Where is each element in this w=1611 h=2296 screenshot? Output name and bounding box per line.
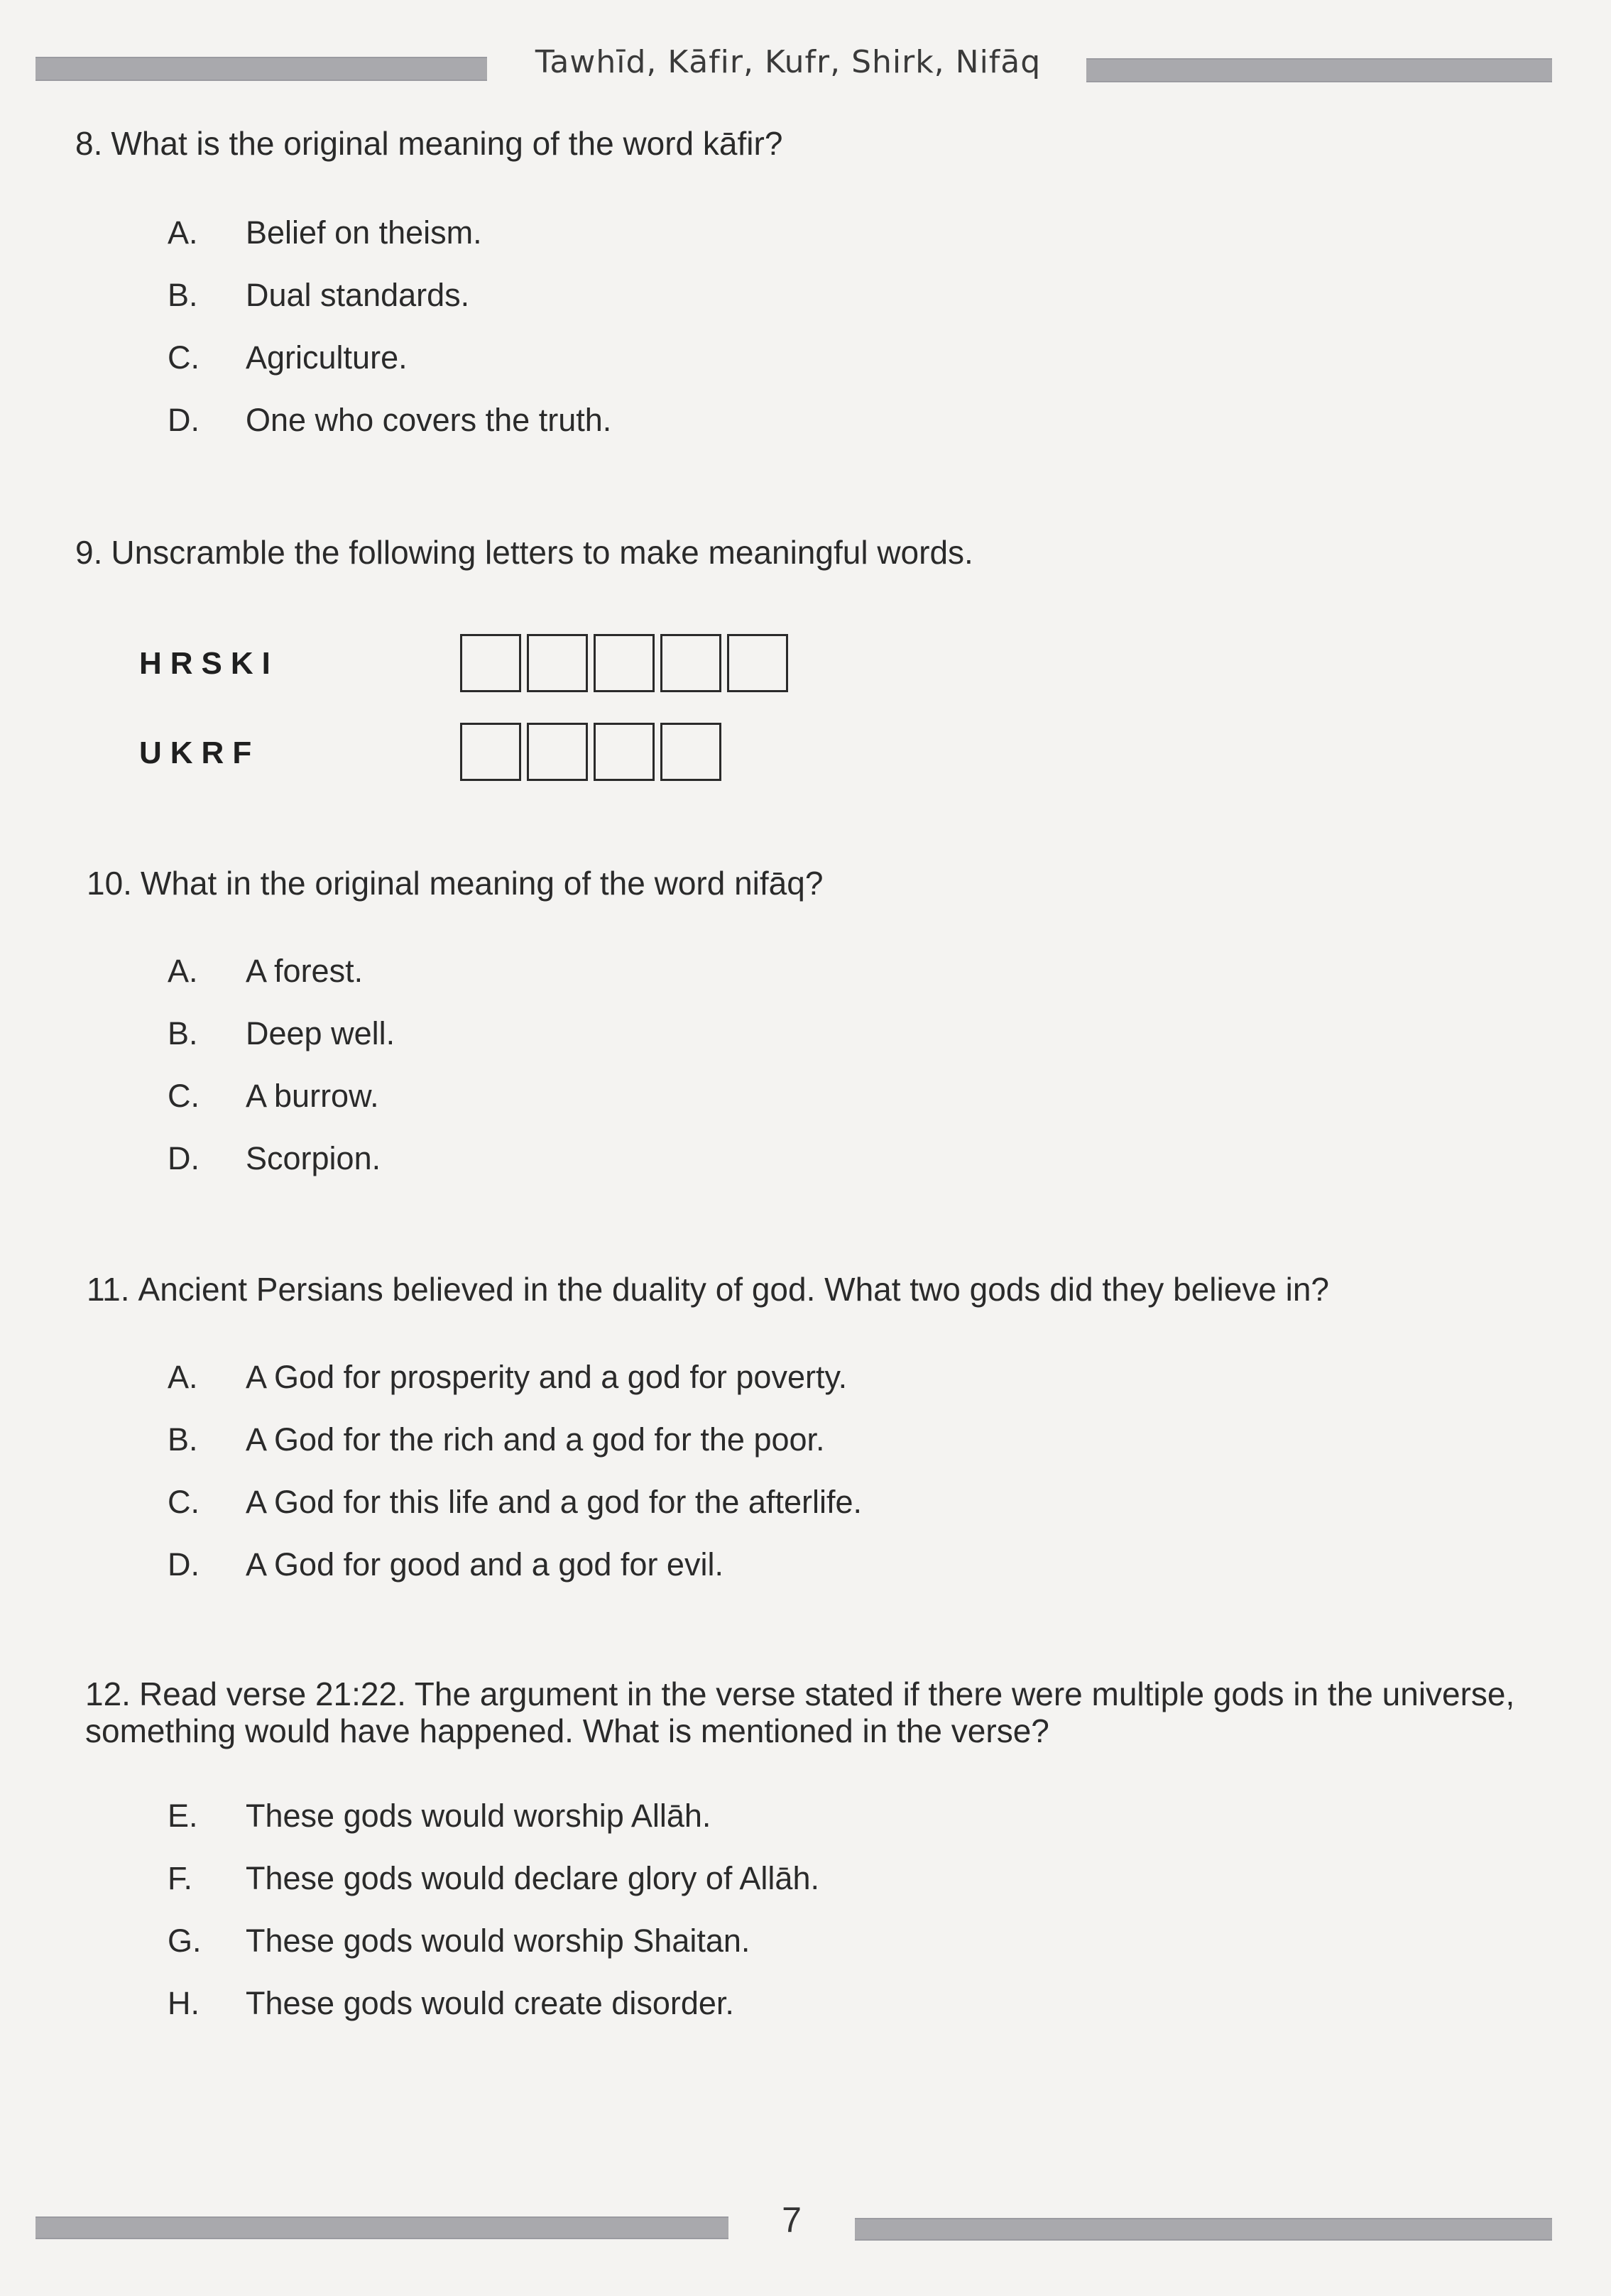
answer-boxes[interactable]: [460, 723, 727, 781]
option-text: One who covers the truth.: [246, 402, 612, 438]
option-text: Belief on theism.: [246, 214, 482, 251]
question-9: [75, 534, 973, 571]
option-text: Deep well.: [246, 1015, 395, 1051]
letter-box[interactable]: [594, 634, 655, 692]
letter-box[interactable]: [460, 723, 521, 781]
option: [168, 1860, 819, 1897]
option: [168, 1421, 825, 1458]
page-number: 7: [782, 2200, 802, 2240]
option: [168, 1140, 381, 1177]
header-bar-left: [36, 57, 487, 81]
option-letter: D.: [168, 402, 200, 438]
question-number: 9.: [75, 534, 103, 571]
question-text: Unscramble the following letters to make meaningful words.: [111, 534, 973, 571]
option: [168, 1484, 862, 1521]
option-text: These gods would create disorder.: [246, 1985, 734, 2021]
letter-box[interactable]: [527, 723, 588, 781]
option-text: A God for prosperity and a god for poverty.: [246, 1359, 848, 1395]
question-number: 10.: [87, 865, 132, 902]
scrambled-word: UKRF: [139, 736, 261, 770]
option: [168, 277, 469, 314]
option: [168, 1359, 847, 1396]
option-letter: F.: [168, 1860, 193, 1896]
option: [168, 953, 363, 990]
option-letter: D.: [168, 1140, 200, 1176]
question-number: 11.: [87, 1271, 130, 1308]
question-text: What in the original meaning of the word nifāq?: [140, 865, 824, 902]
option-letter: B.: [168, 1421, 198, 1458]
option-text: These gods would declare glory of Allāh.: [246, 1860, 819, 1896]
option: [168, 1923, 750, 1959]
option: [168, 1546, 723, 1583]
answer-boxes[interactable]: [460, 634, 794, 692]
option-text: Scorpion.: [246, 1140, 381, 1176]
option: [168, 339, 408, 376]
option-text: A God for good and a god for evil.: [246, 1546, 723, 1582]
option: [168, 402, 611, 439]
option-text: A forest.: [246, 953, 364, 989]
option: [168, 1985, 734, 2022]
option-letter: A.: [168, 1359, 198, 1395]
option-letter: C.: [168, 1078, 200, 1114]
option-letter: C.: [168, 1484, 200, 1520]
option-text: These gods would worship Shaitan.: [246, 1923, 750, 1959]
option: [168, 214, 482, 251]
option-letter: A.: [168, 953, 198, 989]
option-letter: A.: [168, 214, 198, 251]
option: [168, 1798, 711, 1835]
letter-box[interactable]: [660, 723, 721, 781]
letter-box[interactable]: [460, 634, 521, 692]
question-8: [75, 125, 782, 162]
footer-bar-right: [855, 2218, 1552, 2241]
question-text: What is the original meaning of the word kāfir?: [111, 125, 783, 162]
header-bar-right: [1086, 58, 1552, 82]
option-letter: C.: [168, 339, 200, 376]
footer-bar-left: [36, 2216, 728, 2239]
option-text: These gods would worship Allāh.: [246, 1798, 711, 1834]
option-letter: B.: [168, 1015, 198, 1051]
option-letter: D.: [168, 1546, 200, 1582]
question-line-1: [85, 1675, 1562, 1712]
question-text: Ancient Persians believed in the duality of god. What two gods did they believe in?: [138, 1271, 1330, 1308]
question-10: [87, 865, 823, 902]
question-number: 8.: [75, 125, 103, 162]
question-12: [85, 1675, 1562, 1749]
scrambled-word: HRSKI: [139, 646, 279, 681]
letter-box[interactable]: [527, 634, 588, 692]
page-header-title: Tawhīd, Kāfir, Kufr, Shirk, Nifāq: [535, 44, 1042, 80]
option-text: A God for this life and a god for the afterlife.: [246, 1484, 863, 1520]
option-letter: E.: [168, 1798, 198, 1834]
question-number: 12.: [85, 1675, 131, 1712]
option: [168, 1078, 379, 1115]
option-text: A God for the rich and a god for the poor.: [246, 1421, 825, 1458]
option-letter: G.: [168, 1923, 202, 1959]
letter-box[interactable]: [727, 634, 788, 692]
letter-box[interactable]: [594, 723, 655, 781]
question-text: Read verse 21:22. The argument in the verse stated if there were multiple gods in the universe,: [138, 1675, 1515, 1712]
option-letter: H.: [168, 1985, 200, 2021]
letter-box[interactable]: [660, 634, 721, 692]
question-11: [87, 1271, 1329, 1308]
option-text: A burrow.: [246, 1078, 379, 1114]
option-letter: B.: [168, 277, 198, 313]
question-line-2: something would have happened. What is mentioned in the verse?: [85, 1712, 1049, 1749]
option-text: Dual standards.: [246, 277, 470, 313]
option: [168, 1015, 395, 1052]
option-text: Agriculture.: [246, 339, 408, 376]
